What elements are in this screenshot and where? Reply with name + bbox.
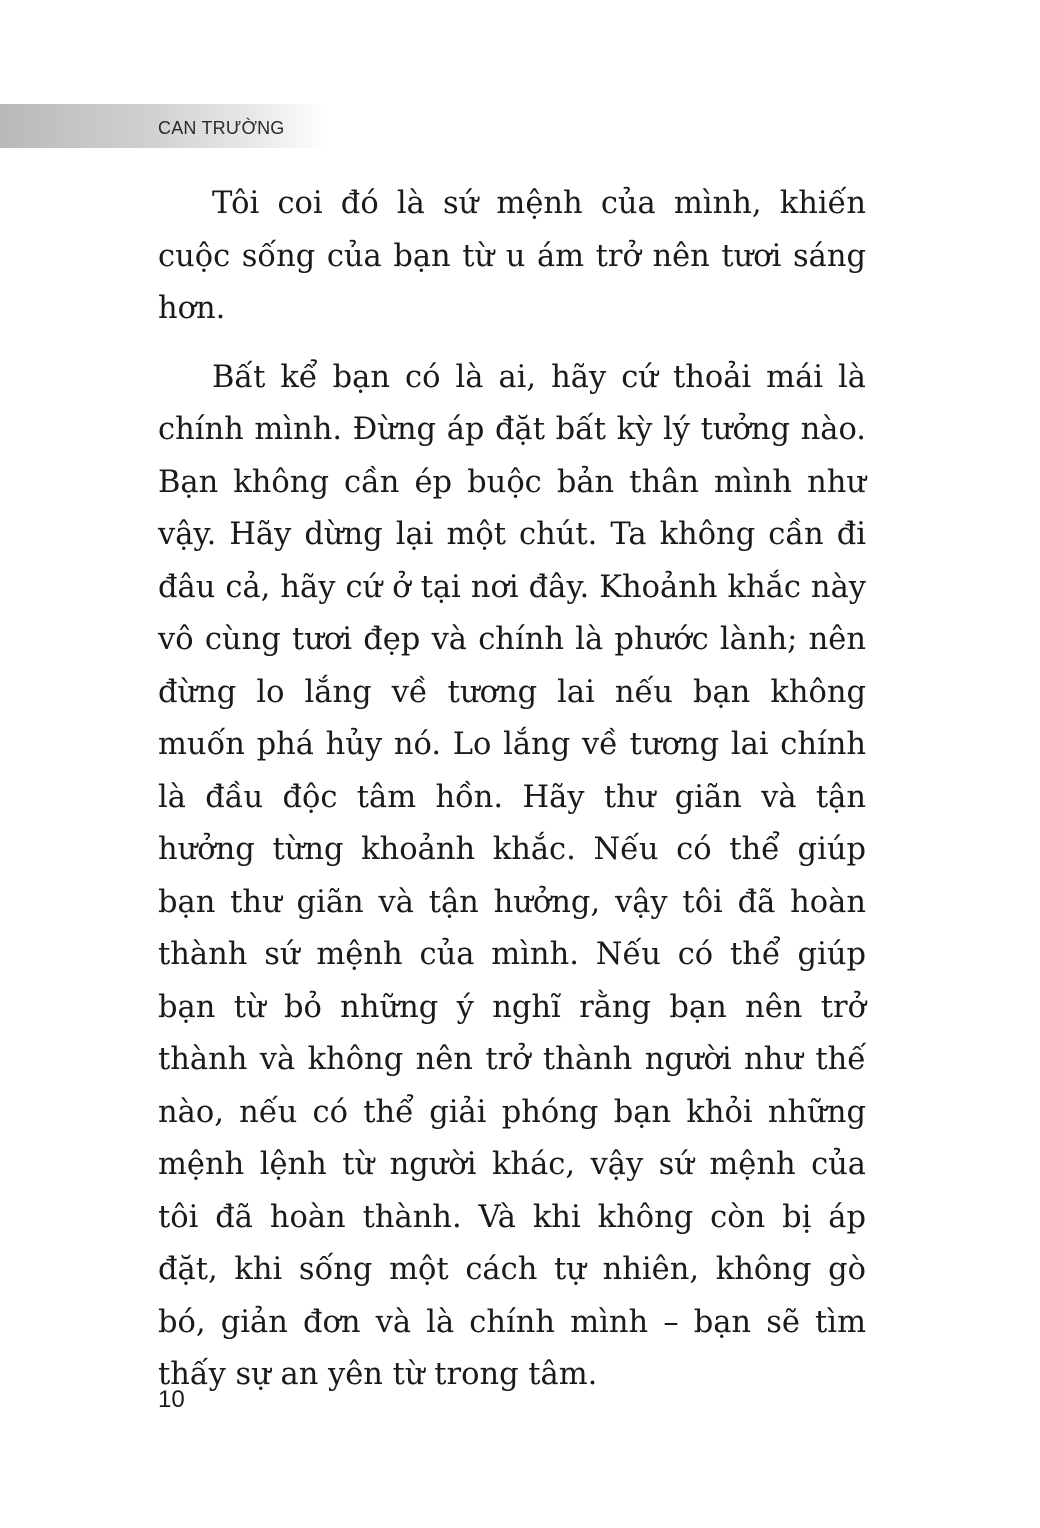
paragraph-1: Tôi coi đó là sứ mệnh của mình, khiến cuộc sống của bạn từ u ám trở nên tươi sáng hơn. [158, 186, 866, 326]
body-text [158, 178, 866, 1402]
page-number: 10 [158, 1386, 185, 1413]
running-head-title: CAN TRƯỜNG [158, 118, 285, 138]
paragraph-2: Bất kể bạn có là ai, hãy cứ thoải mái là chính mình. Đừng áp đặt bất kỳ lý tưởng nào. Bạn không cần ép buộc bản thân mình như vậy. Hãy dừng lại một chút. Ta không cần đi đâu cả, hãy cứ ở tại nơi đây. Khoảnh khắc này vô cùng tươi đẹp và chính là phước lành; nên đừng lo lắng về tương lai nếu bạn không muốn phá hủy nó. Lo lắng về tương lai chính là đầu độc tâm hồn. Hãy thư giãn và tận hưởng từng khoảnh khắc. Nếu có thể giúp bạn thư giãn và tận hưởng, vậy tôi đã hoàn thành sứ mệnh của mình. Nếu có thể giúp bạn từ bỏ những ý nghĩ rằng bạn nên trở thành và không nên trở thành người như thế nào, nếu có thể giải phóng bạn khỏi những mệnh lệnh từ người khác, vậy sứ mệnh của tôi đã hoàn thành. Và khi không còn bị áp đặt, khi sống một cách tự nhiên, không gò bó, giản đơn và là chính mình – bạn sẽ tìm thấy sự an yên từ trong tâm. [158, 359, 866, 1392]
